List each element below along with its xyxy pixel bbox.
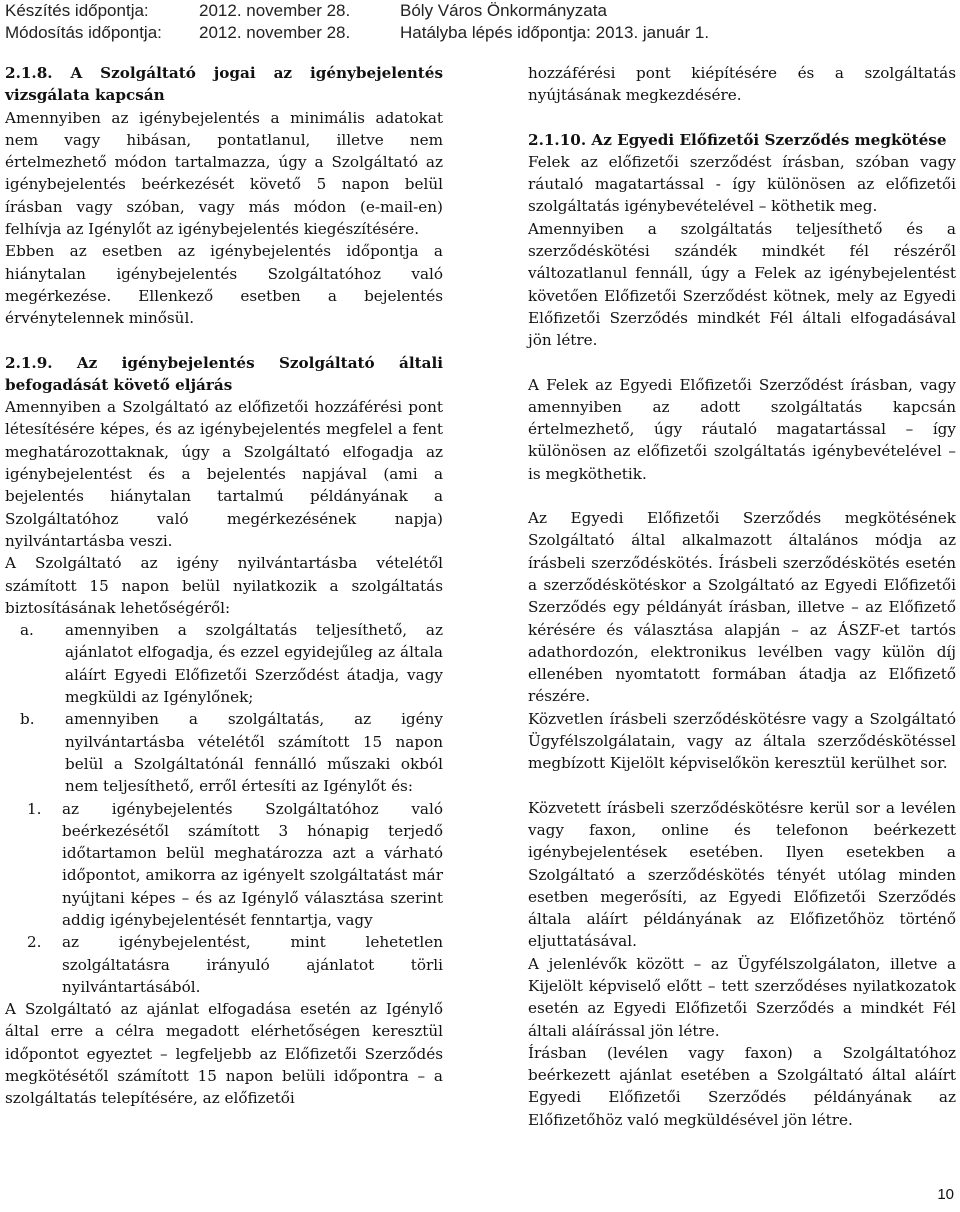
created-date: 2012. november 28. [199,1,351,20]
paragraph: Közvetett írásbeli szerződéskötésre kerül sor a levélen vagy faxon, online és telefonon beérkezett igénybejelentések esetében. Ilyen esetekben a Szolgáltató a szerződéskötés tényét utólag minden esetben megerősíti, az Egyedi Előfizetői Szerződés általa aláírt példányának az Előfizetőhöz történő eljuttatásával. [528,798,956,951]
page-number: 10 [937,1186,954,1203]
effective-date: Hatályba lépés időpontja: 2013. január 1. [400,23,710,42]
paragraph: Közvetlen írásbeli szerződéskötésre vagy a Szolgáltató Ügyfélszolgálatain, vagy az általa szerződéskötéssel megbízott Kijelölt képviselőkön keresztül kerülhet sor. [528,709,956,773]
paragraph: hozzáférési pont kiépítésére és a szolgáltatás nyújtásának megkezdésére. [528,64,956,105]
paragraph: Amennyiben a szolgáltatás teljesíthető és a szerződéskötési szándék mindkét fél részéről változatlanul fennáll, úgy a Felek az igénybejelentést követően Előfizetői Szerződést kötnek, mely az Egyedi Előfizetői Szerződés mindkét Fél általi elfogadásával jön létre. [528,219,956,350]
list-marker: b. [20,710,35,729]
left-column [5,62,443,1110]
organization-name: Bóly Város Önkormányzata [400,1,607,20]
list-item-text: amennyiben a szolgáltatás teljesíthető, az ajánlatot elfogadja, és ezzel egyidejűleg az általa aláírt Egyedi Előfizetői Szerződést átadja, vagy megküldi az Igénylőnek; [65,621,443,707]
list-item-1 [5,798,443,932]
paragraph: Amennyiben az igénybejelentés a minimális adatokat nem vagy hibásan, pontatlanul, illetve nem értelmezhető módon tartalmazza, úgy a Szolgáltató az igénybejelentés beérkezését követő 5 napon belül írásban vagy szóban, vagy más módon (e-mail-en) felhívja az Igénylőt az igénybejelentés kiegészítésére. [5,108,443,239]
paragraph: A Szolgáltató az ajánlat elfogadása esetén az Igénylő által erre a célra megadott elérhetőségen keresztül időpontot egyeztet – legfeljebb az Előfizetői Szerződés megkötésétől számított 15 napon belüli időpontra – a szolgáltatás telepítésére, az előfizetői [5,1000,443,1108]
paragraph: Ebben az esetben az igénybejelentés időpontja a hiánytalan igénybejelentés Szolgáltatóhoz való megérkezése. Ellenkező esetben a bejelentés érvénytelennek minősül. [5,242,443,328]
paragraph: A Szolgáltató az igény nyilvántartásba vételétől számított 15 napon belül nyilatkozik a szolgáltatás biztosításának lehetőségéről: [5,554,443,617]
list-item-text: az igénybejelentést, mint lehetetlen szolgáltatásra irányuló ajánlatot törli nyilvántartásából. [62,933,443,996]
paragraph: Felek az előfizetői szerződést írásban, szóban vagy ráutaló magatartással - így különösen az előfizetői szolgáltatás igénybevételével – köthetik meg. [528,152,956,216]
paragraph: Írásban (levélen vagy faxon) a Szolgáltatóhoz beérkezett ajánlat esetében a Szolgáltató által aláírt Egyedi Előfizetői Szerződés példányának az Előfizetőhöz való megküldésével jön létre. [528,1043,956,1129]
section-title-2-1-10: 2.1.10. Az Egyedi Előfizetői Szerződés megkötése [528,130,947,149]
document-header [5,0,709,44]
modified-date: 2012. november 28. [199,23,351,42]
list-marker: a. [20,621,34,640]
header-row-modified [5,22,709,44]
list-item-text: az igénybejelentés Szolgáltatóhoz való beérkezésétől számított 3 hónapig terjedő időtartamon belül meghatározza azt a várható időpontot, amikorra az igényelt szolgáltatást már nyújtani képes – és az Igénylő választása szerint addig igénybejelentését fenntartja, vagy [62,799,443,929]
paragraph: A jelenlévők között – az Ügyfélszolgálaton, illetve a Kijelölt képviselő előtt – tett szerződéses nyilatkozatok esetén az Egyedi Előfizetői Szerződés a mindkét Fél általi aláírással jön létre. [528,954,956,1040]
right-column [528,62,956,1131]
list-item-text: amennyiben a szolgáltatás, az igény nyilvántartásba vételétől számított 15 napon belül a Szolgáltatónál fennálló műszaki okból nem teljesíthető, erről értesíti az Igénylőt és: [65,710,443,796]
paragraph: Az Egyedi Előfizetői Szerződés megkötésének Szolgáltató által alkalmazott általános módja az írásbeli szerződéskötés. Írásbeli szerződéskötés esetén a szerződéskötéskor a Szolgáltató az Egyedi Előfizetői Szerződés egy példányát írásban, illetve – az Előfizető kérésére és választása alapján – az ÁSZF-et tartós adathordozón, elektronikus levélben vagy külön díj ellenében nyomtatott formában átadja az Előfizető részére. [528,509,956,706]
list-item-2 [5,931,443,998]
list-item-a [5,619,443,708]
list-item-b [5,708,443,797]
section-title-2-1-9: 2.1.9. Az igénybejelentés Szolgáltató általi befogadását követő eljárás [5,353,443,394]
paragraph: Amennyiben a Szolgáltató az előfizetői hozzáférési pont létesítésére képes, és az igénybejelentés megfelel a fent meghatározottaknak, úgy a Szolgáltató elfogadja az igénybejelentést és a bejelentés napjával (ami a bejelentés hiánytalan tartalmú példányának a Szolgáltatóhoz való megérkezésének napja) nyilvántartásba veszi. [5,398,443,550]
created-label: Készítés időpontja: [5,1,149,20]
section-title-2-1-8: 2.1.8. A Szolgáltató jogai az igénybejelentés vizsgálata kapcsán [5,64,443,105]
modified-label: Módosítás időpontja: [5,23,162,42]
paragraph: A Felek az Egyedi Előfizetői Szerződést írásban, vagy amennyiben az adott szolgáltatás kapcsán értelmezhető, úgy ráutaló magatartással – így különösen az előfizetői szolgáltatás igénybevételével – is megköthetik. [528,375,956,483]
header-row-created [5,0,709,22]
list-marker: 1. [27,799,42,818]
list-marker: 2. [27,933,42,952]
